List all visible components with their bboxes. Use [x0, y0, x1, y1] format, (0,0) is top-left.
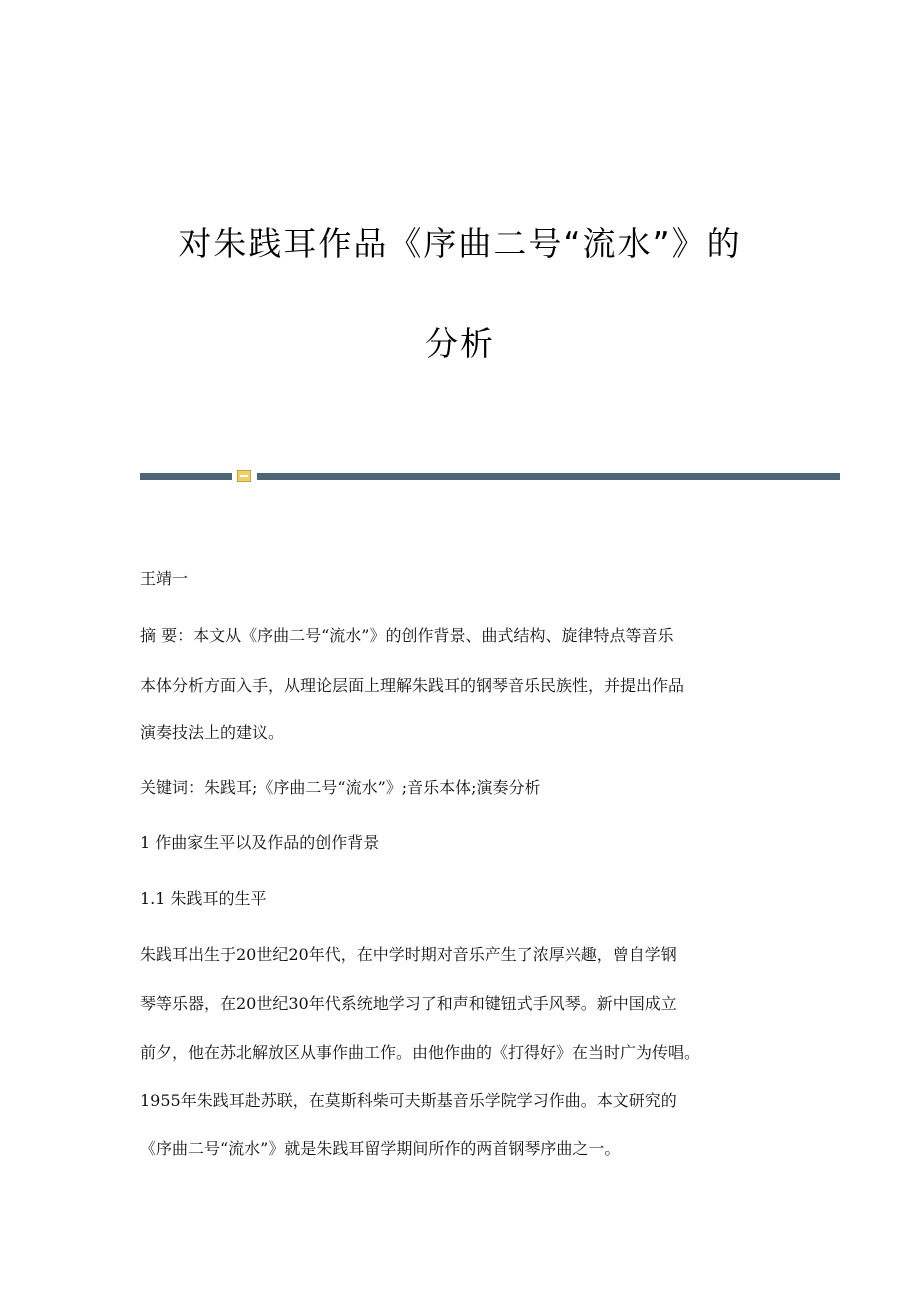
- page-title-line-2: 分析: [425, 324, 495, 363]
- paragraph-line: 《序曲二号“流水”》就是朱践耳留学期间所作的两首钢琴序曲之一。: [140, 1139, 621, 1158]
- page-title-line-1: 对朱践耳作品《序曲二号“流水”》的: [178, 224, 742, 263]
- divider-bar-left: [140, 473, 232, 480]
- section-heading: 1 作曲家生平以及作品的创作背景: [140, 833, 380, 852]
- keywords: 关键词：朱践耳;《序曲二号“流水”》;音乐本体;演奏分析: [140, 778, 541, 797]
- paragraph-line: 前夕，他在苏北解放区从事作曲工作。由他作曲的《打得好》在当时广为传唱。: [140, 1043, 701, 1062]
- divider-ornament-icon: [237, 470, 251, 482]
- author-name: 王靖一: [140, 569, 189, 588]
- paragraph-line: 1955年朱践耳赴苏联，在莫斯科柴可夫斯基音乐学院学习作曲。本文研究的: [140, 1091, 677, 1110]
- title-divider: [140, 470, 840, 482]
- paragraph-line: 琴等乐器，在20世纪30年代系统地学习了和声和键钮式手风琴。新中国成立: [140, 994, 677, 1013]
- paragraph-line: 朱践耳出生于20世纪20年代，在中学时期对音乐产生了浓厚兴趣，曾自学钢: [140, 945, 677, 964]
- abstract-line-2: 本体分析方面入手，从理论层面上理解朱践耳的钢琴音乐民族性，并提出作品: [140, 676, 685, 695]
- divider-bar-right: [257, 473, 840, 480]
- subsection-heading: 1.1 朱践耳的生平: [140, 889, 267, 908]
- abstract-line-1: 摘 要：本文从《序曲二号“流水”》的创作背景、曲式结构、旋律特点等音乐: [140, 626, 674, 645]
- abstract-line-3: 演奏技法上的建议。: [140, 723, 285, 742]
